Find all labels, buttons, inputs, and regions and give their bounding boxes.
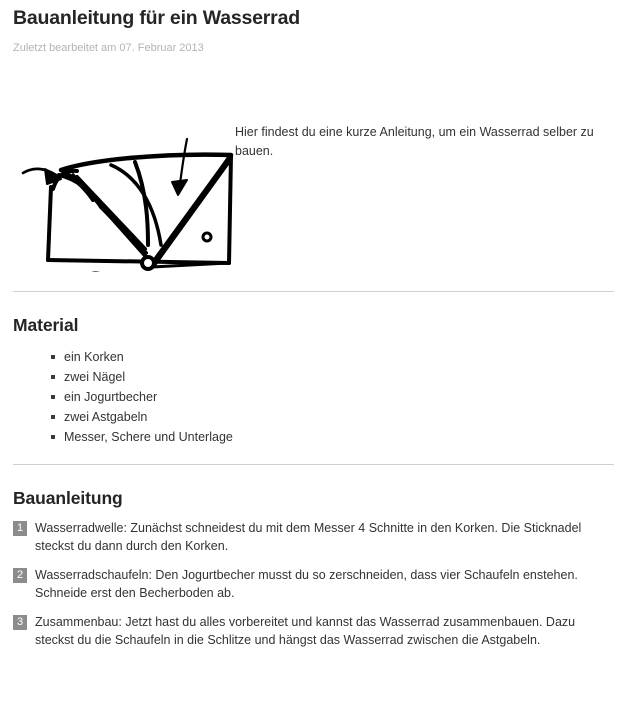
list-item: ein Korken	[51, 347, 614, 367]
step-number-badge: 2	[13, 568, 27, 583]
material-list	[13, 336, 614, 447]
section-heading-bauanleitung: Bauanleitung	[13, 488, 123, 508]
step-number-badge: 1	[13, 521, 27, 536]
instruction-step	[13, 567, 614, 602]
instruction-step	[13, 614, 614, 649]
instruction-step	[13, 520, 614, 555]
pinwheel-illustration-svg	[15, 67, 243, 272]
list-item: Messer, Schere und Unterlage	[51, 427, 614, 447]
last-edited-meta: Zuletzt bearbeitet am 07. Februar 2013	[13, 42, 204, 54]
section-heading-material: Material	[13, 315, 79, 335]
list-item: ein Jogurtbecher	[51, 387, 614, 407]
instruction-steps	[13, 509, 614, 649]
step-text: Wasserradwelle: Zunächst schneidest du mit dem Messer 4 Schnitte in den Korken. Die Sticknadel steckst du dann durch den Korken.	[35, 521, 582, 553]
list-item: zwei Nägel	[51, 367, 614, 387]
step-number-badge: 3	[13, 615, 27, 630]
intro-paragraph: Hier findest du eine kurze Anleitung, um ein Wasserrad selber zu bauen.	[235, 125, 594, 158]
step-text: Wasserradschaufeln: Den Jogurtbecher musst du so zerschneiden, dass vier Schaufeln enstehen. Schneide erst den Becherboden ab.	[35, 568, 578, 600]
pinwheel-construction-drawing	[15, 67, 243, 272]
step-text: Zusammenbau: Jetzt hast du alles vorbereitet und kannst das Wasserrad zusammenbauen. Dazu steckst du die Schaufeln in die Schlitze und hängst das Wasserrad zwischen die Astgabeln.	[35, 615, 576, 647]
intro-block	[13, 55, 614, 282]
list-item: zwei Astgabeln	[51, 407, 614, 427]
page-title: Bauanleitung für ein Wasserrad	[13, 7, 300, 29]
